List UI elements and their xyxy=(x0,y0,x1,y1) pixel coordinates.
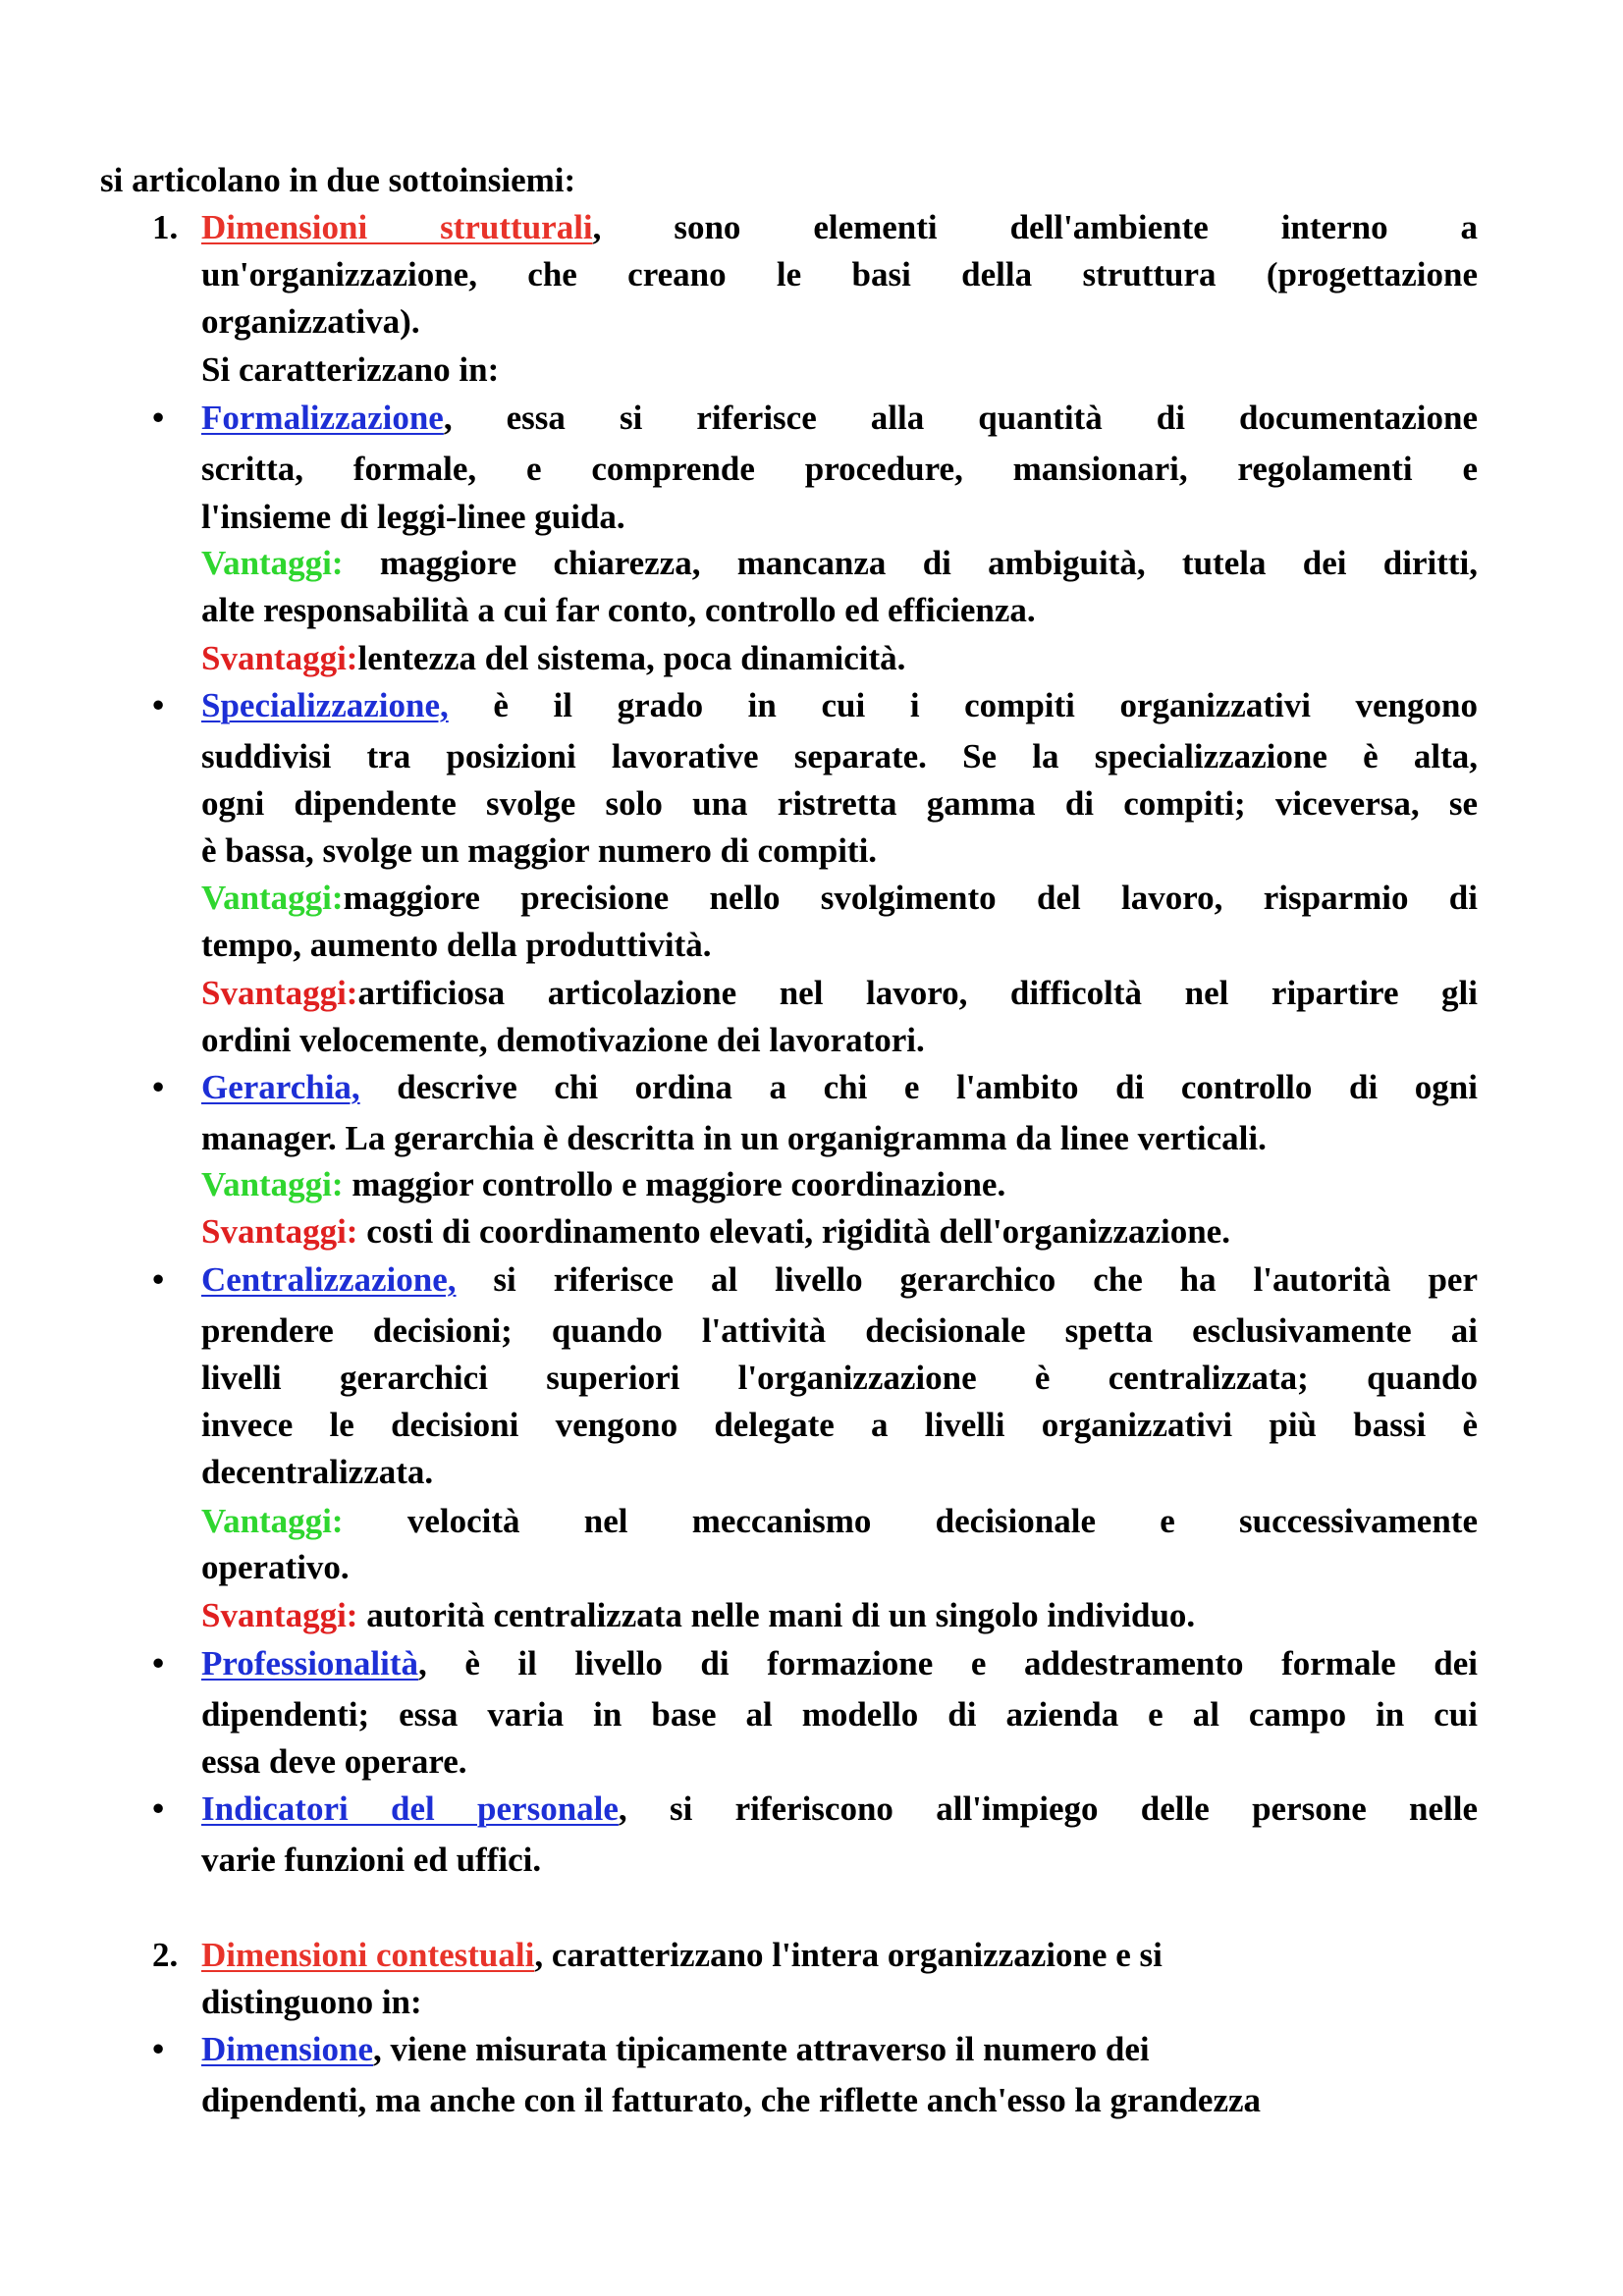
specializzazione-title: Specializzazione, xyxy=(201,686,449,724)
professionalita-line1-text: , è il livello di formazione e addestramento formale dei xyxy=(418,1644,1478,1682)
intro-text: si articolano in due sottoinsiemi: xyxy=(100,161,576,199)
specializzazione-line2: suddivisi tra posizioni lavorative separate. Se la specializzazione è alta, xyxy=(201,737,1478,775)
formalizzazione-adv-line1 xyxy=(201,544,1478,583)
section2-number: 2. xyxy=(152,1936,179,1974)
formalizzazione-line2: scritta, formale, e comprende procedure, mansionari, regolamenti e xyxy=(201,450,1478,488)
formalizzazione-adv-text: maggiore chiarezza, mancanza di ambiguità, tutela dei diritti, xyxy=(343,544,1478,582)
specializzazione-dis-text: artificiosa articolazione nel lavoro, difficoltà nel ripartire gli xyxy=(357,974,1478,1012)
centralizzazione-adv-text: velocità nel meccanismo decisionale e successivamente xyxy=(343,1502,1478,1540)
centralizzazione-line2: prendere decisioni; quando l'attività decisionale spetta esclusivamente ai xyxy=(201,1311,1478,1350)
bullet-centralizzazione: • xyxy=(152,1260,165,1299)
section1-line2: un'organizzazione, che creano le basi della struttura (progettazione xyxy=(201,255,1478,294)
formalizzazione-adv-label: Vantaggi: xyxy=(201,544,344,582)
specializzazione-line4: è bassa, svolge un maggior numero di compiti. xyxy=(201,831,878,870)
bullet-professionalita: • xyxy=(152,1644,165,1682)
professionalita-line2: dipendenti; essa varia in base al modello di azienda e al campo in cui xyxy=(201,1695,1478,1734)
specializzazione-dis-line2: ordini velocemente, demotivazione dei lavoratori. xyxy=(201,1021,925,1059)
section2-line1-text: , caratterizzano l'intera organizzazione e si xyxy=(534,1936,1163,1974)
gerarchia-line1 xyxy=(201,1068,1478,1107)
gerarchia-dis-text: costi di coordinamento elevati, rigidità dell'organizzazione. xyxy=(357,1212,1230,1251)
centralizzazione-dis-label: Svantaggi: xyxy=(201,1596,358,1634)
formalizzazione-line3: l'insieme di leggi-linee guida. xyxy=(201,498,625,536)
centralizzazione-adv-label: Vantaggi: xyxy=(201,1502,344,1540)
specializzazione-line1 xyxy=(201,686,1478,725)
dimensione-line1 xyxy=(201,2030,1150,2069)
bullet-specializzazione: • xyxy=(152,686,165,724)
dimensione-line1-text: , viene misurata tipicamente attraverso il numero dei xyxy=(373,2030,1150,2068)
section2-line2: distinguono in: xyxy=(201,1983,422,2021)
section1-line1 xyxy=(201,208,1478,247)
centralizzazione-line1-text: si riferisce al livello gerarchico che ha l'autorità per xyxy=(456,1260,1478,1299)
centralizzazione-line3: livelli gerarchici superiori l'organizzazione è centralizzata; quando xyxy=(201,1359,1478,1397)
formalizzazione-line1 xyxy=(201,399,1478,438)
formalizzazione-title: Formalizzazione xyxy=(201,399,444,437)
formalizzazione-dis-line1 xyxy=(201,639,905,678)
section1-title: Dimensioni strutturali xyxy=(201,208,593,246)
bullet-formalizzazione: • xyxy=(152,399,165,437)
section2-line1 xyxy=(201,1936,1163,1975)
section2-title: Dimensioni contestuali xyxy=(201,1936,535,1974)
specializzazione-line3: ogni dipendente svolge solo una ristretta gamma di compiti; viceversa, se xyxy=(201,784,1478,823)
specializzazione-dis-label: Svantaggi: xyxy=(201,974,358,1012)
indicatori-line1-text: , si riferiscono all'impiego delle persone nelle xyxy=(618,1789,1478,1828)
bullet-gerarchia: • xyxy=(152,1068,165,1106)
formalizzazione-line1-text: , essa si riferisce alla quantità di documentazione xyxy=(443,399,1478,437)
gerarchia-line1-text: descrive chi ordina a chi e l'ambito di controllo di ogni xyxy=(359,1068,1478,1106)
specializzazione-adv-line2: tempo, aumento della produttività. xyxy=(201,926,712,964)
centralizzazione-title: Centralizzazione, xyxy=(201,1260,457,1299)
specializzazione-line1-text: è il grado in cui i compiti organizzativi vengono xyxy=(448,686,1478,724)
section1-line3: organizzativa). xyxy=(201,302,420,341)
dimensione-title: Dimensione xyxy=(201,2030,373,2068)
gerarchia-title: Gerarchia, xyxy=(201,1068,360,1106)
specializzazione-adv-line1 xyxy=(201,879,1478,918)
specializzazione-dis-line1 xyxy=(201,974,1478,1013)
formalizzazione-dis-text: lentezza del sistema, poca dinamicità. xyxy=(357,639,906,677)
centralizzazione-line5: decentralizzata. xyxy=(201,1453,434,1491)
section1-line4: Si caratterizzano in: xyxy=(201,350,500,389)
centralizzazione-line4: invece le decisioni vengono delegate a livelli organizzativi più bassi è xyxy=(201,1406,1478,1444)
section1-line1-text: , sono elementi dell'ambiente interno a xyxy=(592,208,1478,246)
gerarchia-line2: manager. La gerarchia è descritta in un organigramma da linee verticali. xyxy=(201,1119,1267,1157)
bullet-indicatori: • xyxy=(152,1789,165,1828)
gerarchia-adv-label: Vantaggi: xyxy=(201,1165,344,1203)
formalizzazione-dis-label: Svantaggi: xyxy=(201,639,358,677)
centralizzazione-dis-line1 xyxy=(201,1596,1195,1635)
indicatori-line1 xyxy=(201,1789,1478,1829)
specializzazione-adv-label: Vantaggi: xyxy=(201,879,344,917)
indicatori-line2: varie funzioni ed uffici. xyxy=(201,1841,542,1879)
gerarchia-adv-line1 xyxy=(201,1165,1005,1204)
specializzazione-adv-text: maggiore precisione nello svolgimento del lavoro, risparmio di xyxy=(343,879,1478,917)
professionalita-title: Professionalità xyxy=(201,1644,419,1682)
centralizzazione-line1 xyxy=(201,1260,1478,1300)
centralizzazione-adv-line1 xyxy=(201,1502,1478,1541)
gerarchia-dis-label: Svantaggi: xyxy=(201,1212,358,1251)
professionalita-line3: essa deve operare. xyxy=(201,1742,467,1781)
formalizzazione-adv-line2: alte responsabilità a cui far conto, controllo ed efficienza. xyxy=(201,591,1036,629)
dimensione-line2: dipendenti, ma anche con il fatturato, che riflette anch'esso la grandezza xyxy=(201,2081,1262,2119)
centralizzazione-adv-line2: operativo. xyxy=(201,1548,350,1586)
professionalita-line1 xyxy=(201,1644,1478,1683)
indicatori-title: Indicatori del personale xyxy=(201,1789,619,1828)
section1-number: 1. xyxy=(152,208,179,246)
gerarchia-dis-line1 xyxy=(201,1212,1230,1252)
gerarchia-adv-text: maggior controllo e maggiore coordinazione. xyxy=(343,1165,1006,1203)
centralizzazione-dis-text: autorità centralizzata nelle mani di un singolo individuo. xyxy=(357,1596,1196,1634)
bullet-dimensione: • xyxy=(152,2030,165,2068)
